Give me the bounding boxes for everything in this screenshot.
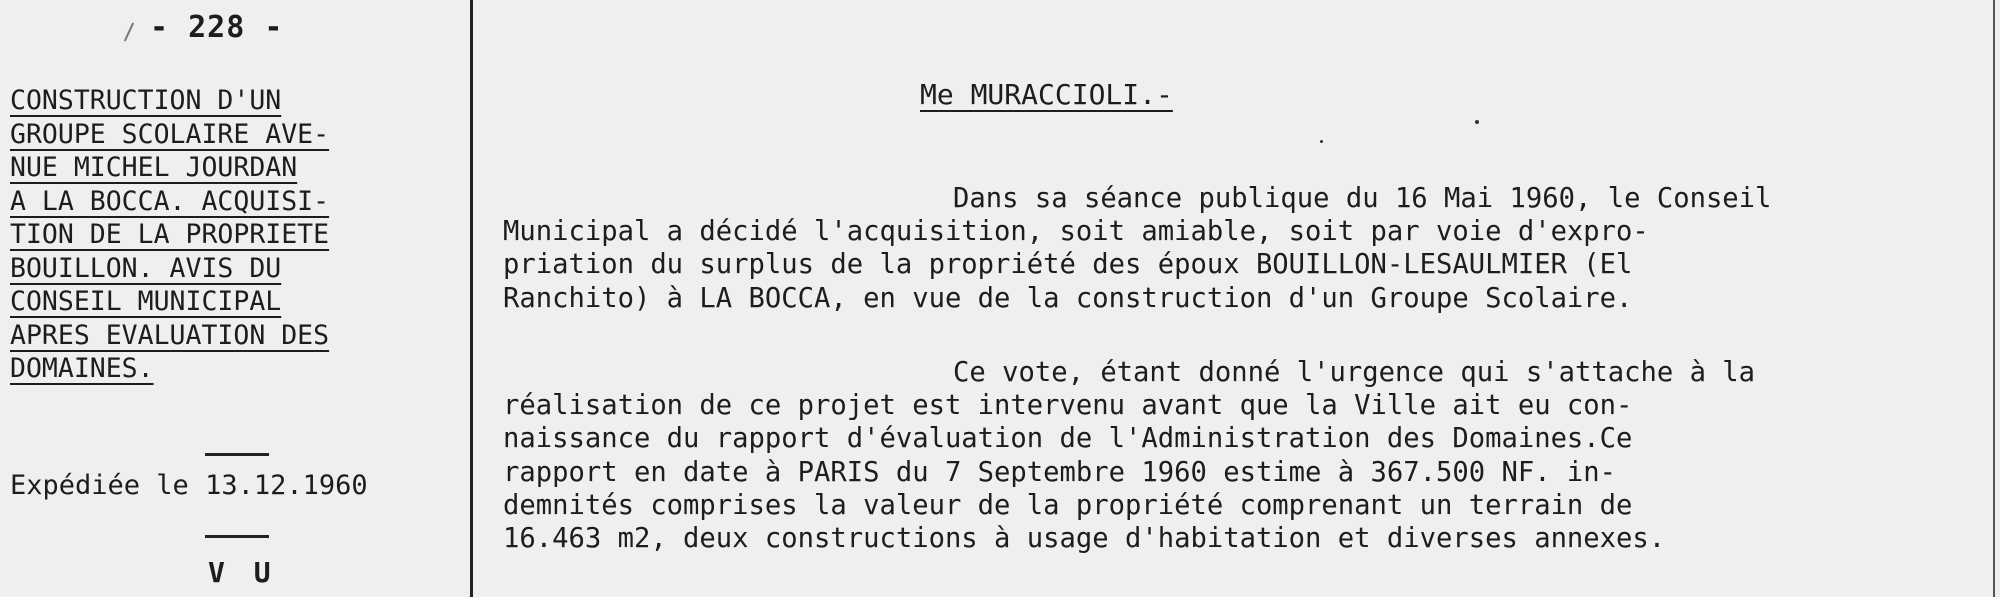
visa-stamp-text: V U: [208, 556, 277, 589]
pencil-tick-mark: [124, 23, 134, 42]
paragraph-line: demnités comprises la valeur de la propriété comprenant un terrain de: [503, 489, 1633, 521]
paragraph-line: Ce vote, étant donné l'urgence qui s'attache à la: [953, 357, 1756, 388]
paragraph-line: Dans sa séance publique du 16 Mai 1960, le Conseil: [953, 183, 1772, 214]
paragraph-line: Ranchito) à LA BOCCA, en vue de la construction d'un Groupe Scolaire.: [503, 282, 1633, 314]
paragraph: [503, 356, 1755, 555]
subject-line: TION DE LA PROPRIETE: [10, 219, 330, 250]
subject-line: BOUILLON. AVIS DU: [10, 252, 282, 284]
subject-line: APRES EVALUATION DES: [10, 319, 330, 351]
subject-line: GROUPE SCOLAIRE AVE-: [10, 118, 330, 150]
subject-line: CONSEIL MUNICIPAL: [10, 286, 282, 317]
subject-line: CONSTRUCTION D'UN: [10, 85, 282, 116]
paragraph-line: rapport en date à PARIS du 7 Septembre 1960 estime à 367.500 NF. in-: [503, 456, 1617, 488]
separator-bar: [205, 535, 269, 538]
margin-column: [0, 0, 470, 597]
paragraph: [503, 182, 1771, 315]
subject-line: NUE MICHEL JOURDAN: [10, 152, 298, 183]
paragraph-line: Municipal a décidé l'acquisition, soit amiable, soit par voie d'expro-: [503, 216, 1649, 248]
subject-line: A LA BOCCA. ACQUISI-: [10, 185, 330, 217]
ink-speck: [1320, 140, 1323, 143]
page-number: - 228 -: [150, 10, 284, 45]
paragraph-line: naissance du rapport d'évaluation de l'Administration des Domaines.Ce: [503, 423, 1633, 455]
column-divider: [470, 0, 473, 597]
sent-date-line: Expédiée le 13.12.1960: [10, 470, 368, 501]
speaker-heading: Me MURACCIOLI.-: [920, 78, 1173, 111]
paragraph-line: réalisation de ce projet est intervenu avant que la Ville ait eu con-: [503, 390, 1633, 422]
subject-heading: [10, 84, 329, 386]
separator-bar: [205, 453, 269, 456]
paragraph-line: 16.463 m2, deux constructions à usage d'habitation et diverses annexes.: [503, 523, 1666, 555]
ink-speck: [1475, 120, 1479, 124]
paragraph-line: priation du surplus de la propriété des époux BOUILLON-LESAULMIER (El: [503, 249, 1633, 281]
subject-line: DOMAINES.: [10, 353, 154, 384]
body-column: [478, 0, 2000, 597]
